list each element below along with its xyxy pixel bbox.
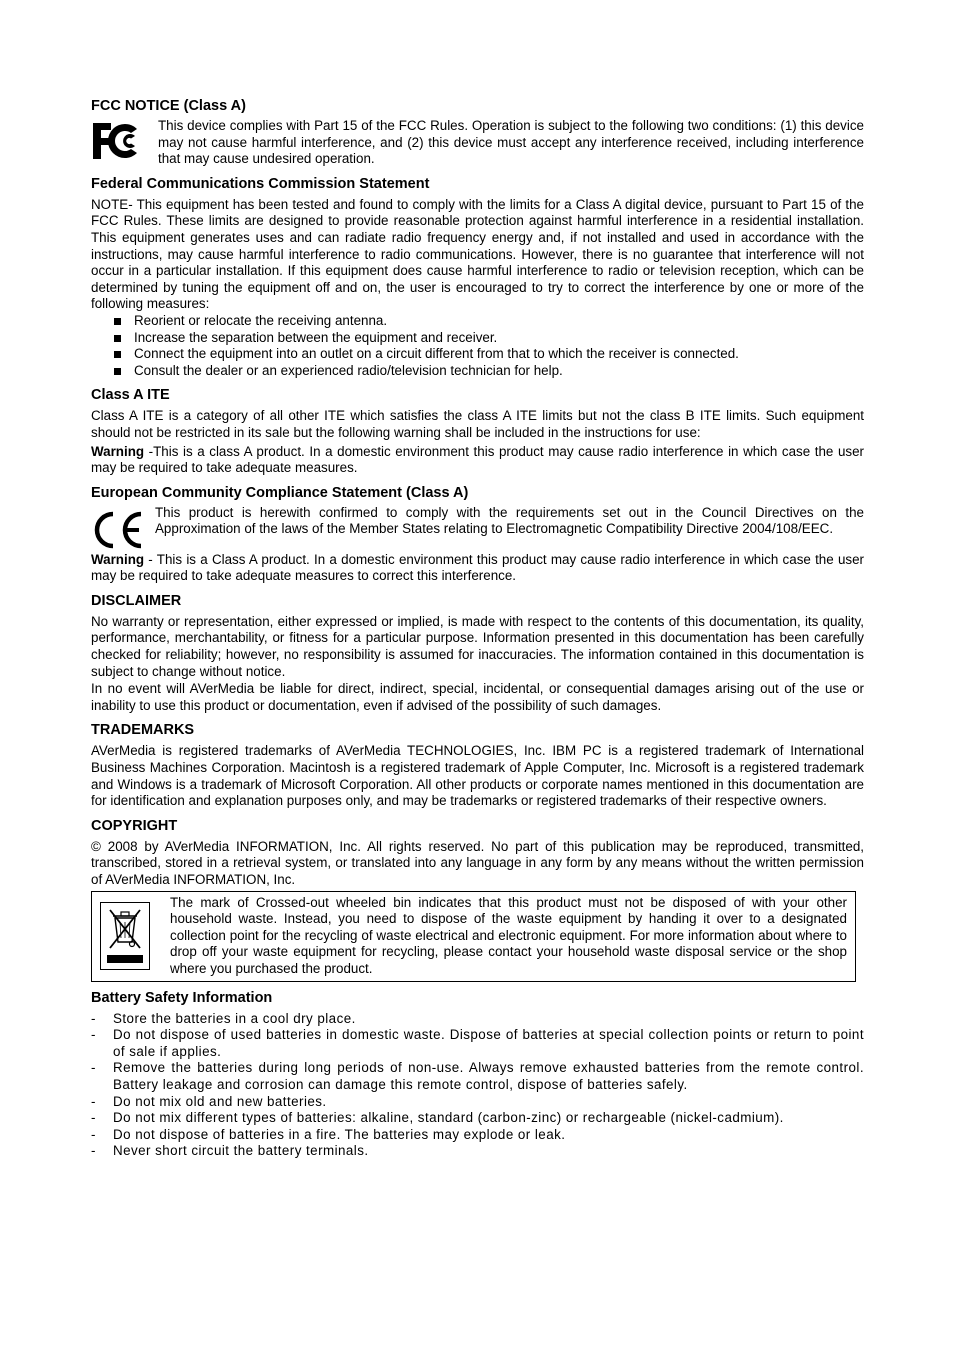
list-item: - Do not dispose of batteries in a fire. The batteries may explode or leak. (91, 1126, 566, 1142)
dash-bullet: - (91, 1110, 96, 1126)
square-bullet-icon (114, 368, 121, 375)
ec-compliance-warning: Warning - This is a Class A product. In a domestic environment this product may cause radio interference in which case the user may be required to take adequate measures to correct this interference. (91, 551, 864, 584)
trademarks-section (91, 722, 864, 809)
battery-section (91, 990, 864, 1160)
fcc-statement-text: NOTE- This equipment has been tested and found to comply with the limits for a Class A digital device, pursuant to Part 15 of the FCC Rules. These limits are designed to provide reasonable protection against harmful interference in a residential installation. This equipment generates uses and can radiate radio frequency energy and, if not installed and used in accordance with the instructions, may cause harmful interference to radio communications. However, there is no guarantee that interference will not occur in a particular installation. If this equipment does cause harmful interference to radio or television reception, which can be determined by tuning the equipment off and on, the user is encouraged to try to correct the interference by one or more of the following measures: (91, 196, 864, 312)
document-page (91, 98, 864, 1168)
class-a-ite-warning: Warning -This is a class A product. In a domestic environment this product may cause radio interference in which case the user may be required to take adequate measures. (91, 443, 864, 476)
fcc-measures-list (91, 313, 864, 379)
list-item: - Do not mix different types of batteries: alkaline, standard (carbon-zinc) or rechargeable (nickel-cadmium). (91, 1110, 784, 1126)
list-item: Consult the dealer or an experienced radio/television technician for help. (114, 363, 864, 380)
square-bullet-icon (114, 351, 121, 358)
fcc-notice-title: FCC NOTICE (Class A) (91, 98, 246, 114)
dash-bullet: - (91, 1093, 96, 1109)
disclaimer-paragraph: No warranty or representation, either expressed or implied, is made with respect to the contents of this documentation, its quality, performance, merchantability, or fitness for a particular purpose. Information presented in this documentation has been carefully checked for reliability; however, no responsibility is assumed for inaccuracies. The information contained in this documentation is subject to change without notice. (91, 613, 864, 679)
warning-label: Warning (91, 551, 145, 567)
trademarks-text: AVerMedia is registered trademarks of AVerMedia TECHNOLOGIES, Inc. IBM PC is a registered trademark of International Business Machines Corporation. Macintosh is a registered trademark of Apple Computer, Inc. Microsoft is a registered trademark and Windows is a trademark of Microsoft Corporation. All other products or corporate names mentioned in this documentation are for identification and explanation purposes only, and may be trademarks or registered trademarks of their respective owners. (91, 743, 864, 809)
list-item: - Do not mix old and new batteries. (91, 1093, 327, 1109)
dash-bullet: - (91, 1060, 96, 1076)
dash-bullet: - (91, 1027, 96, 1043)
fcc-notice-text: This device complies with Part 15 of the FCC Rules. Operation is subject to the following two conditions: (1) this device may not cause harmful interference, and (2) this device must accept any interference received, including interference that may cause undesired operation. (158, 118, 864, 167)
list-item: - Never short circuit the battery terminals. (91, 1143, 369, 1159)
list-item: - Do not dispose of used batteries in domestic waste. Dispose of batteries at special collection points or return to point of sale if applies. (91, 1027, 864, 1059)
copyright-section (91, 818, 864, 982)
list-item: - Remove the batteries during long periods of non-use. Always remove exhausted batteries from the remote control. Battery leakage and corrosion can damage this remote control, dispose of batteries safely. (91, 1060, 864, 1092)
class-a-ite-title: Class A ITE (91, 387, 170, 404)
disclaimer-section (91, 593, 864, 715)
fcc-statement-title: Federal Communications Commission Statement (91, 175, 430, 192)
battery-list (91, 1011, 864, 1160)
copyright-title: COPYRIGHT (91, 817, 178, 834)
list-item: Connect the equipment into an outlet on a circuit different from that to which the receiver is connected. (114, 346, 864, 363)
weee-text: The mark of Crossed-out wheeled bin indicates that this product must not be disposed of with your other household waste. Instead, you need to dispose of the waste equipment by handing it over to a designated collection point for the recycling of waste electrical and electronic equipment. For more information about where to drop off your waste equipment for recycling, please contact your household waste disposal service or the shop where you purchased the product. (170, 894, 847, 976)
list-item: Increase the separation between the equipment and receiver. (114, 330, 864, 347)
dash-bullet: - (91, 1126, 96, 1142)
copyright-text: © 2008 by AVerMedia INFORMATION, Inc. All rights reserved. No part of this publication may be reproduced, transmitted, transcribed, stored in a retrieval system, or translated into any language in any form by any means without the written permission of AVerMedia INFORMATION, Inc. (91, 838, 864, 887)
warning-label: Warning (91, 443, 145, 459)
fcc-notice-section (91, 98, 864, 168)
square-bullet-icon (114, 335, 121, 342)
list-item: Reorient or relocate the receiving antenna. (114, 313, 864, 330)
class-a-ite-section (91, 387, 864, 476)
crossed-out-wheeled-bin-icon (100, 902, 150, 970)
disclaimer-paragraph: In no event will AVerMedia be liable for direct, indirect, special, incidental, or consequential damages arising out of the use or inability to use this product or documentation, even if advised of the possibility of such damages. (91, 681, 864, 713)
dash-bullet: - (91, 1143, 96, 1159)
dash-bullet: - (91, 1010, 96, 1026)
weee-notice-box (91, 891, 856, 982)
battery-title: Battery Safety Information (91, 989, 273, 1006)
fcc-logo-icon (91, 119, 143, 163)
trademarks-title: TRADEMARKS (91, 722, 195, 739)
ce-mark-icon (91, 508, 147, 552)
fcc-statement-section (91, 176, 864, 380)
square-bullet-icon (114, 318, 121, 325)
ec-compliance-section (91, 485, 864, 585)
class-a-ite-text: Class A ITE is a category of all other ITE which satisfies the class A ITE limits but not the class B ITE limits. Such equipment should not be restricted in its sale but the following warning shall be included in the instructions for use: (91, 408, 864, 440)
ec-compliance-title: European Community Compliance Statement (Class A) (91, 484, 469, 501)
disclaimer-title: DISCLAIMER (91, 592, 182, 609)
list-item: - Store the batteries in a cool dry place. (91, 1010, 356, 1026)
ec-compliance-text: This product is herewith confirmed to comply with the requirements set out in the Council Directives on the Approximation of the laws of the Member States relating to Electromagnetic Compatibility Directive 2004/108/EEC. (155, 504, 864, 537)
